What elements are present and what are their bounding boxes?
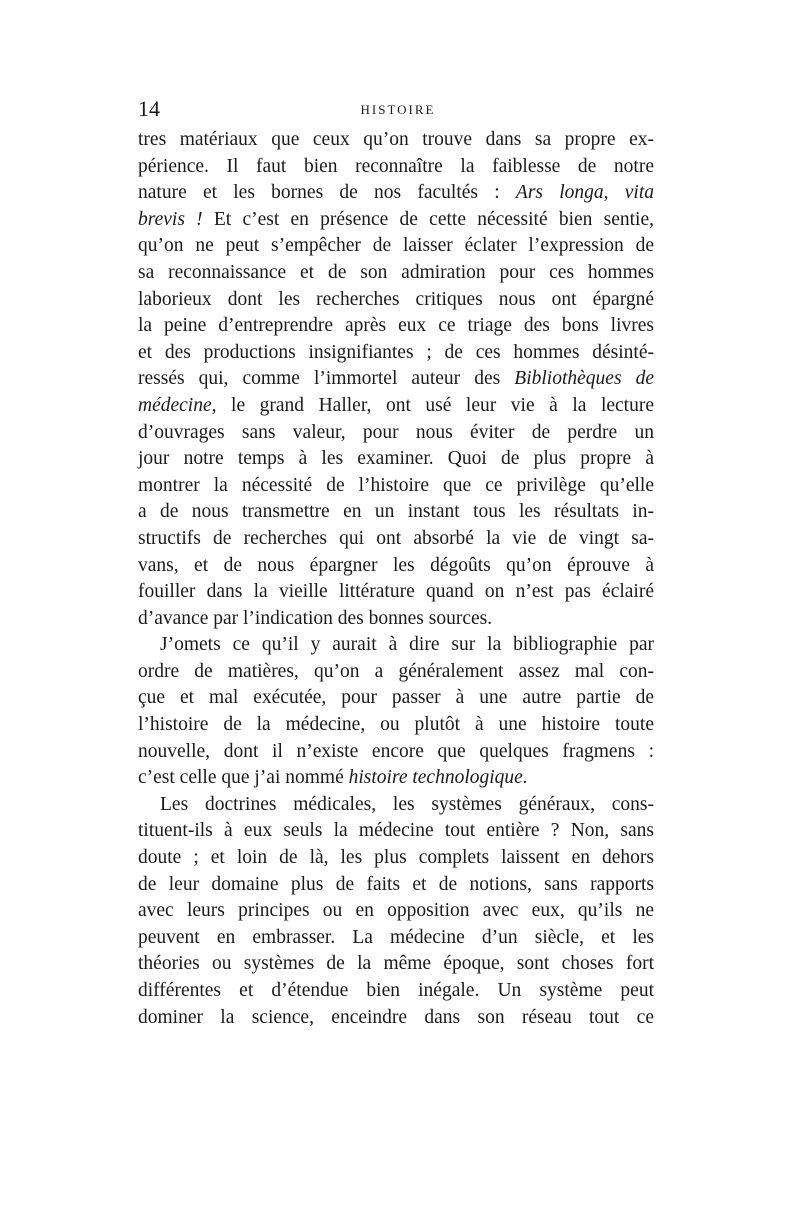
- text-line: tituent-ils à eux seuls la médecine tout entière ? Non, sans: [138, 820, 654, 842]
- line-segment: nature et les bornes de nos facultés :: [138, 182, 500, 204]
- line-segment: Et c’est en présence de cette nécessité bien sentie,: [213, 208, 654, 230]
- text-line: sa reconnaissance et de son admiration pour ces hommes: [138, 261, 654, 283]
- text-line: l’histoire de la médecine, ou plutôt à une histoire toute: [138, 714, 654, 736]
- line-segment: le grand Haller, ont usé leur vie à la lecture: [231, 394, 654, 416]
- text-line: théories ou systèmes de la même époque, sont choses fort: [138, 953, 654, 975]
- line-segment: c’est celle que j’ai nommé: [138, 767, 344, 789]
- latin-phrase-end: brevis !: [138, 208, 203, 230]
- text-line: jour notre temps à les examiner. Quoi de plus propre à: [138, 448, 654, 470]
- text-line: a de nous transmettre en un instant tous les résultats in-: [138, 501, 654, 523]
- running-header: [138, 96, 658, 120]
- book-title-end: médecine,: [138, 394, 217, 416]
- text-line: montrer la nécessité de l’histoire que ce privilège qu’elle: [138, 474, 654, 496]
- body-text: [138, 127, 654, 1031]
- text-line: différentes et d’étendue bien inégale. Un système peut: [138, 980, 654, 1001]
- text-line: d’ouvrages sans valeur, pour nous éviter de perdre un: [138, 421, 654, 443]
- text-line: [138, 180, 654, 207]
- text-line: J’omets ce qu’il y aurait à dire sur la bibliographie par: [160, 634, 654, 656]
- text-line: avec leurs principes ou en opposition avec eux, qu’ils ne: [138, 900, 654, 922]
- text-line: [138, 366, 654, 393]
- text-line: laborieux dont les recherches critiques nous ont épargné: [138, 288, 654, 310]
- text-line: çue et mal exécutée, pour passer à une autre partie de: [138, 687, 654, 709]
- text-line: fouiller dans la vieille littérature quand on n’est pas éclairé: [138, 581, 654, 603]
- text-line: périence. Il faut bien reconnaître la faiblesse de notre: [138, 155, 654, 177]
- text-line: [138, 765, 654, 792]
- text-line: [138, 393, 654, 420]
- text-line: la peine d’entreprendre après eux ce triage des bons livres: [138, 315, 654, 337]
- text-line: vans, et de nous épargner les dégoûts qu’on éprouve à: [138, 554, 654, 576]
- latin-phrase: Ars longa, vita: [515, 182, 655, 204]
- running-title: HISTOIRE: [360, 102, 436, 117]
- text-line: Les doctrines médicales, les systèmes généraux, cons-: [160, 793, 654, 815]
- text-line: doute ; et loin de là, les plus complets laissent en dehors: [138, 847, 654, 869]
- text-line: qu’on ne peut s’empêcher de laisser éclater l’expression de: [138, 235, 654, 257]
- text-line: [138, 207, 654, 234]
- emphasized-term: histoire technologique.: [348, 767, 528, 789]
- text-line: tres matériaux que ceux qu’on trouve dans sa propre ex-: [138, 129, 654, 150]
- line-segment: ressés qui, comme l’immortel auteur des: [138, 368, 501, 390]
- text-line: dominer la science, enceindre dans son réseau tout ce: [138, 1006, 654, 1028]
- text-line: structifs de recherches qui ont absorbé la vie de vingt sa-: [138, 527, 654, 549]
- text-line: et des productions insignifiantes ; de ces hommes désinté-: [138, 341, 654, 363]
- page-number: 14: [138, 96, 160, 121]
- text-line: nouvelle, dont il n’existe encore que quelques fragmens :: [138, 740, 654, 762]
- text-line: de leur domaine plus de faits et de notions, sans rapports: [138, 873, 654, 895]
- book-title: Bibliothèques de: [514, 368, 655, 390]
- text-line: ordre de matières, qu’on a généralement assez mal con-: [138, 660, 654, 682]
- text-line: d’avance par l’indication des bonnes sources.: [138, 607, 493, 629]
- text-line: peuvent en embrasser. La médecine d’un siècle, et les: [138, 926, 654, 948]
